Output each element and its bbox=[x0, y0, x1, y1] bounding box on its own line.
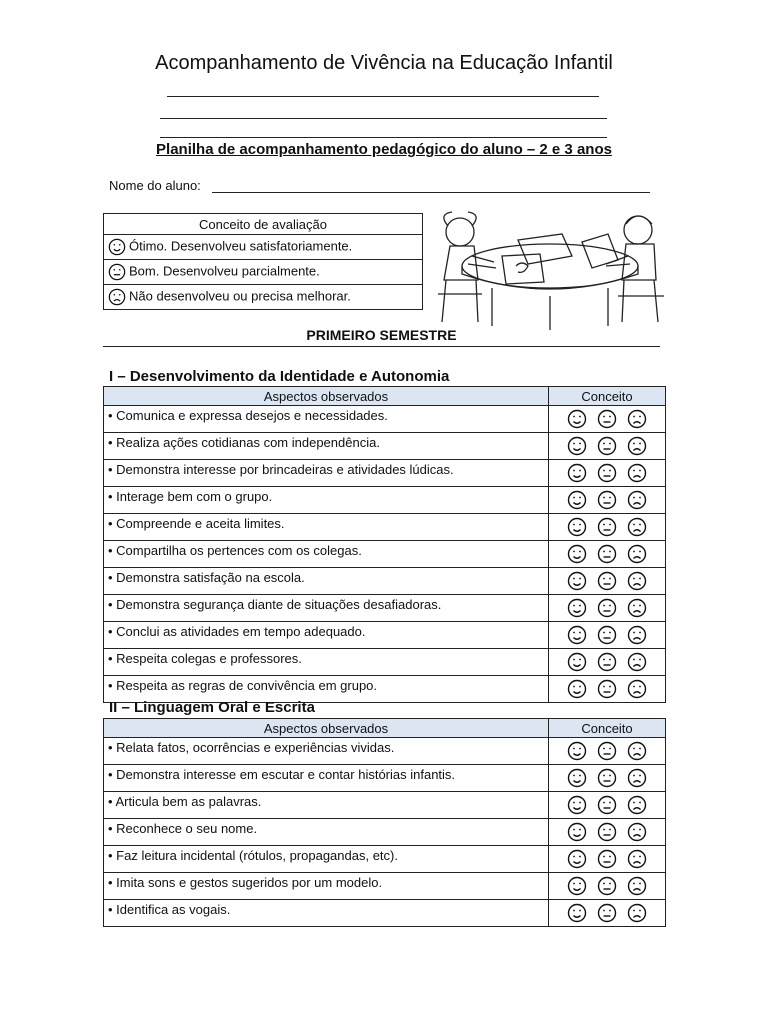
legend-label: Não desenvolveu ou precisa melhorar. bbox=[129, 288, 351, 304]
concept-options bbox=[549, 873, 666, 900]
table-row bbox=[104, 765, 666, 792]
concept-options bbox=[549, 568, 666, 595]
neutral-face-icon[interactable] bbox=[597, 409, 617, 429]
happy-face-icon[interactable] bbox=[567, 741, 587, 761]
happy-face-icon[interactable] bbox=[567, 822, 587, 842]
page-title: Acompanhamento de Vivência na Educação Infantil bbox=[155, 52, 613, 74]
aspect-text: • Respeita as regras de convivência em grupo. bbox=[104, 676, 549, 703]
concept-options bbox=[549, 514, 666, 541]
happy-face-icon[interactable] bbox=[567, 849, 587, 869]
sad-face-icon[interactable] bbox=[627, 571, 647, 591]
aspect-text: • Demonstra interesse por brincadeiras e atividades lúdicas. bbox=[104, 460, 549, 487]
column-header-aspects: Aspectos observados bbox=[104, 719, 549, 738]
neutral-face-icon[interactable] bbox=[597, 768, 617, 788]
legend-row bbox=[104, 260, 423, 285]
page-subtitle: Planilha de acompanhamento pedagógico do aluno – 2 e 3 anos bbox=[156, 141, 612, 158]
section-title: I – Desenvolvimento da Identidade e Autonomia bbox=[109, 368, 450, 385]
neutral-face-icon[interactable] bbox=[597, 652, 617, 672]
semester-heading: PRIMEIRO SEMESTRE bbox=[306, 327, 457, 343]
semester-divider bbox=[103, 346, 660, 347]
sad-face-icon[interactable] bbox=[627, 436, 647, 456]
neutral-face-icon[interactable] bbox=[597, 490, 617, 510]
concept-options bbox=[549, 738, 666, 765]
sad-face-icon[interactable] bbox=[627, 795, 647, 815]
sad-face-icon[interactable] bbox=[627, 409, 647, 429]
concept-options bbox=[549, 406, 666, 433]
neutral-face-icon[interactable] bbox=[597, 436, 617, 456]
sad-face-icon[interactable] bbox=[627, 876, 647, 896]
student-name-label: Nome do aluno: bbox=[109, 178, 201, 193]
column-header-aspects: Aspectos observados bbox=[104, 387, 549, 406]
concept-options bbox=[549, 765, 666, 792]
concept-options bbox=[549, 819, 666, 846]
aspect-text: • Articula bem as palavras. bbox=[104, 792, 549, 819]
happy-face-icon[interactable] bbox=[567, 598, 587, 618]
neutral-face-icon bbox=[108, 263, 126, 281]
table-row bbox=[104, 406, 666, 433]
happy-face-icon[interactable] bbox=[567, 517, 587, 537]
table-row bbox=[104, 792, 666, 819]
neutral-face-icon[interactable] bbox=[597, 517, 617, 537]
happy-face-icon[interactable] bbox=[567, 409, 587, 429]
table-row bbox=[104, 433, 666, 460]
sad-face-icon[interactable] bbox=[627, 490, 647, 510]
sad-face-icon[interactable] bbox=[627, 625, 647, 645]
happy-face-icon[interactable] bbox=[567, 625, 587, 645]
concept-options bbox=[549, 792, 666, 819]
legend-label: Bom. Desenvolveu parcialmente. bbox=[129, 263, 320, 279]
aspect-text: • Conclui as atividades em tempo adequado. bbox=[104, 622, 549, 649]
neutral-face-icon[interactable] bbox=[597, 876, 617, 896]
aspect-text: • Relata fatos, ocorrências e experiências vividas. bbox=[104, 738, 549, 765]
neutral-face-icon[interactable] bbox=[597, 822, 617, 842]
concept-options bbox=[549, 460, 666, 487]
aspect-text: • Realiza ações cotidianas com independência. bbox=[104, 433, 549, 460]
sad-face-icon[interactable] bbox=[627, 463, 647, 483]
table-row bbox=[104, 873, 666, 900]
concept-options bbox=[549, 676, 666, 703]
sad-face-icon[interactable] bbox=[627, 849, 647, 869]
aspect-text: • Comunica e expressa desejos e necessidades. bbox=[104, 406, 549, 433]
blank-line-3 bbox=[160, 137, 607, 138]
aspects-table bbox=[103, 386, 666, 703]
aspect-text: • Faz leitura incidental (rótulos, propagandas, etc). bbox=[104, 846, 549, 873]
sad-face-icon[interactable] bbox=[627, 652, 647, 672]
aspect-text: • Demonstra segurança diante de situações desafiadoras. bbox=[104, 595, 549, 622]
legend-label: Ótimo. Desenvolveu satisfatoriamente. bbox=[129, 238, 353, 254]
sad-face-icon[interactable] bbox=[627, 598, 647, 618]
aspect-text: • Identifica as vogais. bbox=[104, 900, 549, 927]
table-row bbox=[104, 649, 666, 676]
sad-face-icon bbox=[108, 288, 126, 306]
aspect-text: • Reconhece o seu nome. bbox=[104, 819, 549, 846]
table-row bbox=[104, 595, 666, 622]
table-row bbox=[104, 568, 666, 595]
table-row bbox=[104, 900, 666, 927]
table-row bbox=[104, 819, 666, 846]
sad-face-icon[interactable] bbox=[627, 741, 647, 761]
happy-face-icon bbox=[108, 238, 126, 256]
table-row bbox=[104, 514, 666, 541]
sad-face-icon[interactable] bbox=[627, 679, 647, 699]
blank-line-1 bbox=[167, 96, 599, 97]
table-row bbox=[104, 460, 666, 487]
happy-face-icon[interactable] bbox=[567, 795, 587, 815]
happy-face-icon[interactable] bbox=[567, 463, 587, 483]
evaluation-legend bbox=[103, 213, 423, 310]
table-row bbox=[104, 487, 666, 514]
aspect-text: • Respeita colegas e professores. bbox=[104, 649, 549, 676]
neutral-face-icon[interactable] bbox=[597, 903, 617, 923]
happy-face-icon[interactable] bbox=[567, 571, 587, 591]
aspect-text: • Compartilha os pertences com os colegas. bbox=[104, 541, 549, 568]
neutral-face-icon[interactable] bbox=[597, 795, 617, 815]
happy-face-icon[interactable] bbox=[567, 903, 587, 923]
neutral-face-icon[interactable] bbox=[597, 741, 617, 761]
happy-face-icon[interactable] bbox=[567, 652, 587, 672]
happy-face-icon[interactable] bbox=[567, 876, 587, 896]
neutral-face-icon[interactable] bbox=[597, 625, 617, 645]
neutral-face-icon[interactable] bbox=[597, 463, 617, 483]
aspect-text: • Demonstra interesse em escutar e contar histórias infantis. bbox=[104, 765, 549, 792]
aspect-text: • Demonstra satisfação na escola. bbox=[104, 568, 549, 595]
happy-face-icon[interactable] bbox=[567, 768, 587, 788]
aspect-text: • Compreende e aceita limites. bbox=[104, 514, 549, 541]
happy-face-icon[interactable] bbox=[567, 679, 587, 699]
concept-options bbox=[549, 846, 666, 873]
sad-face-icon[interactable] bbox=[627, 903, 647, 923]
children-drawing-illustration bbox=[432, 204, 670, 332]
table-row bbox=[104, 846, 666, 873]
legend-row bbox=[104, 285, 423, 310]
concept-options bbox=[549, 900, 666, 927]
column-header-concept: Conceito bbox=[549, 387, 666, 406]
neutral-face-icon[interactable] bbox=[597, 571, 617, 591]
sad-face-icon[interactable] bbox=[627, 822, 647, 842]
sad-face-icon[interactable] bbox=[627, 768, 647, 788]
sad-face-icon[interactable] bbox=[627, 544, 647, 564]
table-row bbox=[104, 738, 666, 765]
concept-options bbox=[549, 649, 666, 676]
happy-face-icon[interactable] bbox=[567, 436, 587, 456]
section-title: II – Linguagem Oral e Escrita bbox=[109, 699, 315, 716]
aspect-text: • Interage bem com o grupo. bbox=[104, 487, 549, 514]
neutral-face-icon[interactable] bbox=[597, 849, 617, 869]
happy-face-icon[interactable] bbox=[567, 544, 587, 564]
table-row bbox=[104, 541, 666, 568]
concept-options bbox=[549, 595, 666, 622]
neutral-face-icon[interactable] bbox=[597, 598, 617, 618]
neutral-face-icon[interactable] bbox=[597, 544, 617, 564]
legend-heading: Conceito de avaliação bbox=[104, 214, 423, 235]
neutral-face-icon[interactable] bbox=[597, 679, 617, 699]
aspects-table bbox=[103, 718, 666, 927]
blank-line-2 bbox=[160, 118, 607, 119]
student-name-line bbox=[212, 192, 650, 193]
concept-options bbox=[549, 487, 666, 514]
aspect-text: • Imita sons e gestos sugeridos por um modelo. bbox=[104, 873, 549, 900]
sad-face-icon[interactable] bbox=[627, 517, 647, 537]
column-header-concept: Conceito bbox=[549, 719, 666, 738]
concept-options bbox=[549, 622, 666, 649]
legend-row bbox=[104, 235, 423, 260]
happy-face-icon[interactable] bbox=[567, 490, 587, 510]
concept-options bbox=[549, 541, 666, 568]
concept-options bbox=[549, 433, 666, 460]
table-row bbox=[104, 622, 666, 649]
